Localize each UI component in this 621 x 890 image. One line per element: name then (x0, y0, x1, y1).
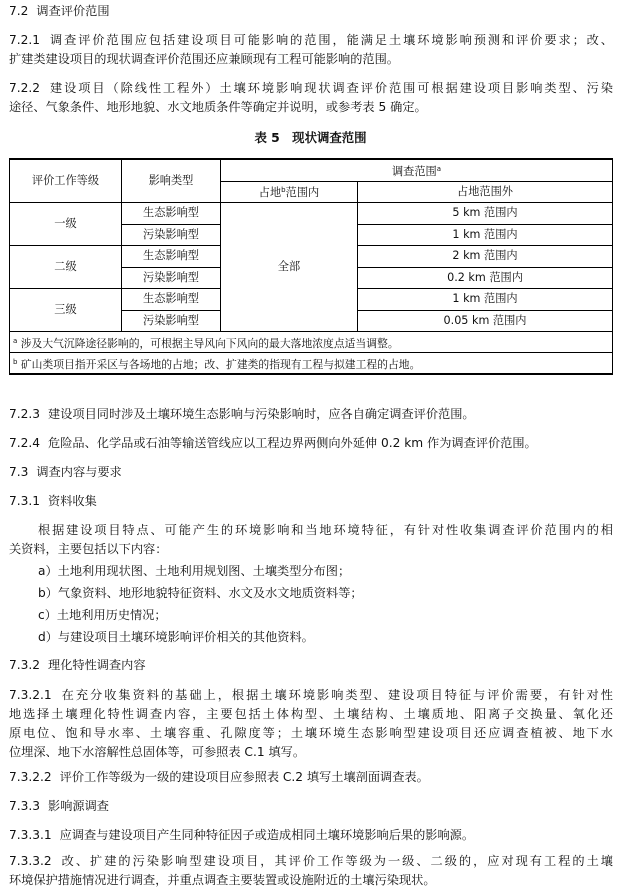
clause-7-2-1-line2: 扩建类建设项目的现状调查评价范围还应兼顾现有工程可能影响的范围。 (9, 52, 399, 66)
section-7-3-heading: 7.3 调查内容与要求 (9, 465, 122, 479)
table-note-row (10, 332, 613, 353)
clause-7-3-1-para-line2: 关资料，主要包括以下内容： (9, 542, 168, 556)
outside-cell: 5 km 范围内 (358, 203, 613, 225)
list-item: d）与建设项目土壤环境影响评价相关的其他资料。 (38, 630, 314, 644)
header-level: 评价工作等级 (10, 159, 122, 203)
section-7-2-heading: 7.2 调查评价范围 (9, 4, 110, 18)
table-5 (9, 158, 613, 375)
outside-cell: 0.2 km 范围内 (358, 267, 613, 289)
clause-7-3-2-1-line3: 原电位、饱和导水率、土壤容重、孔隙度等；土壤环境生态影响型建设项目还应调查植被、地下水 (9, 726, 613, 740)
type-cell: 污染影响型 (122, 267, 221, 289)
header-type: 影响类型 (122, 159, 221, 203)
clause-7-3-2-2: 7.3.2.2 评价工作等级为一级的建设项目应参照表 C.2 填写土壤剖面调查表。 (9, 770, 429, 784)
type-cell: 生态影响型 (122, 246, 221, 268)
clause-7-2-2-line2: 途径、气象条件、地形地貌、水文地质条件等确定并说明，或参考表 5 确定。 (9, 100, 427, 114)
outside-cell: 2 km 范围内 (358, 246, 613, 268)
level-cell: 二级 (10, 246, 122, 289)
outside-cell: 0.05 km 范围内 (358, 310, 613, 332)
section-7-3-1-heading: 7.3.1 资料收集 (9, 494, 97, 508)
clause-7-2-4: 7.2.4 危险品、化学品或石油等输送管线应以工程边界两侧向外延伸 0.2 km 作为调查评价范围。 (9, 436, 537, 450)
list-item: a）土地利用现状图、土地利用规划图、土壤类型分布图； (38, 564, 351, 578)
type-cell: 生态影响型 (122, 289, 221, 311)
header-range: 调查范围$^a$ (221, 159, 613, 181)
table-5-caption: 表 5 现状调查范围 (254, 130, 367, 145)
type-cell: 生态影响型 (122, 203, 221, 225)
clause-7-3-2-1-line2: 地选择土壤理化特性调查内容，主要包括土体构型、土壤结构、土壤质地、阳离子交换量、氧化还 (9, 707, 613, 721)
clause-7-3-2-1-line1: 7.3.2.1 在充分收集资料的基础上，根据土壤环境影响类型、建设项目特征与评价需要，有针对性 (9, 688, 613, 702)
section-7-3-2-heading: 7.3.2 理化特性调查内容 (9, 658, 146, 672)
outside-cell: 1 km 范围内 (358, 224, 613, 246)
section-7-3-3-heading: 7.3.3 影响源调查 (9, 799, 109, 813)
clause-7-2-3: 7.2.3 建设项目同时涉及土壤环境生态影响与污染影响时，应各自确定调查评价范围。 (9, 407, 475, 421)
clause-7-2-2-line1: 7.2.2 建设项目（除线性工程外）土壤环境影响现状调查评价范围可根据建设项目影响类型、污染 (9, 81, 613, 95)
header-outside: 占地范围外 (358, 181, 613, 203)
outside-cell: 1 km 范围内 (358, 289, 613, 311)
clause-7-3-3-1: 7.3.3.1 应调查与建设项目产生同种特征因子或造成相同土壤环境影响后果的影响源。 (9, 828, 475, 842)
list-item: b）气象资料、地形地貌特征资料、水文及水文地质资料等； (38, 586, 363, 600)
clause-7-3-3-2-line1: 7.3.3.2 改、扩建的污染影响型建设项目，其评价工作等级为一级、二级的，应对现有工程的土壤 (9, 854, 613, 868)
inside-all-cell: 全部 (221, 203, 358, 332)
clause-7-2-1-line1: 7.2.1 调查评价范围应包括建设项目可能影响的范围，能满足土壤环境影响预测和评价要求；改、 (9, 33, 613, 47)
list-item: c）土地利用历史情况； (38, 608, 167, 622)
clause-7-3-1-para-line1: 根据建设项目特点、可能产生的环境影响和当地环境特征，有针对性收集调查评价范围内的相 (38, 523, 613, 537)
clause-7-3-2-1-line4: 位埋深、地下水溶解性总固体等，可参照表 C.1 填写。 (9, 745, 306, 759)
table-row (10, 203, 613, 225)
clause-7-3-3-2-line2: 环境保护措施情况进行调查，并重点调查主要装置或设施附近的土壤污染现状。 (9, 873, 436, 887)
level-cell: 三级 (10, 289, 122, 332)
type-cell: 污染影响型 (122, 310, 221, 332)
table-note-a: $^a$ 涉及大气沉降途径影响的，可根据主导风向下风向的最大落地浓度点适当调整。 (10, 332, 613, 353)
table-note-b: $^b$ 矿山类项目指开采区与各场地的占地；改、扩建类的指现有工程与拟建工程的占地。 (10, 353, 613, 375)
level-cell: 一级 (10, 203, 122, 246)
table-note-row (10, 353, 613, 375)
type-cell: 污染影响型 (122, 224, 221, 246)
header-inside: 占地$^b$范围内 (221, 181, 358, 203)
